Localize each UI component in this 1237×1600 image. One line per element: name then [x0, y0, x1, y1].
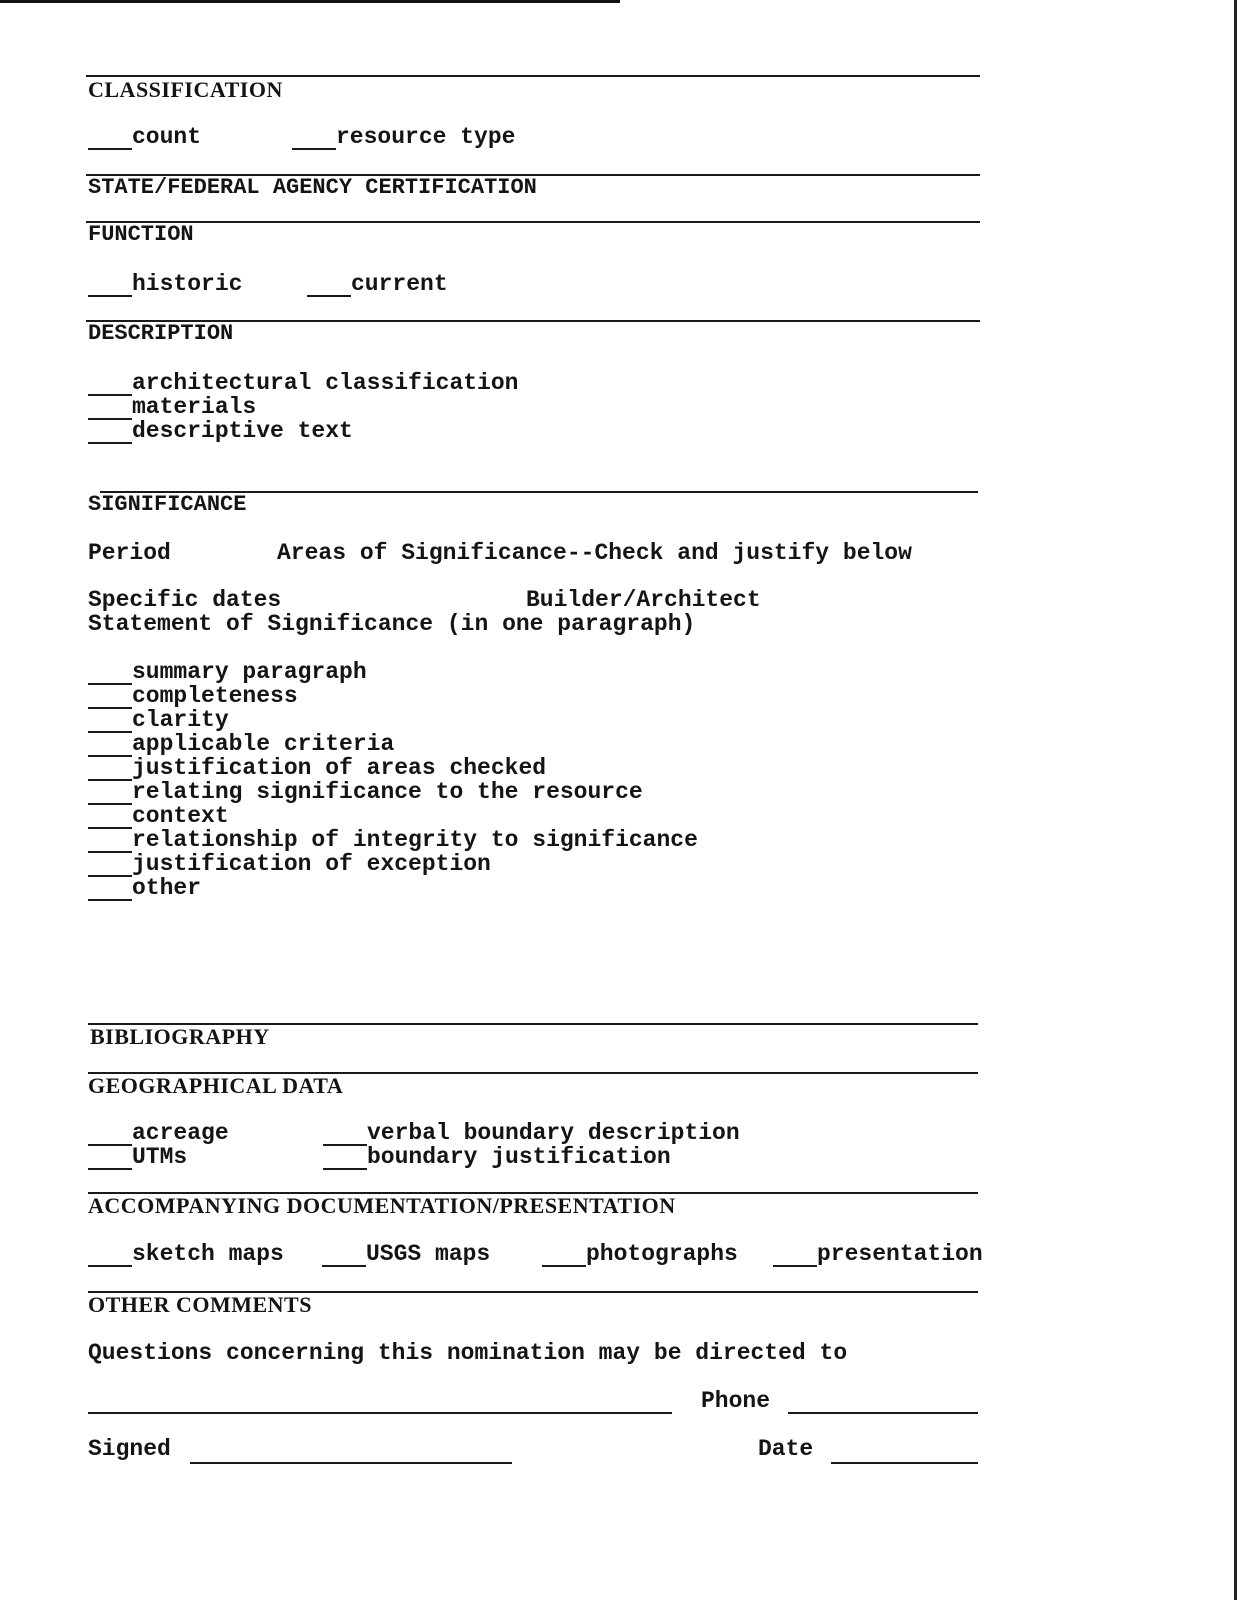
check-blank[interactable]	[88, 1124, 132, 1146]
check-blank[interactable]	[88, 422, 132, 444]
areas-of-significance-label: Areas of Significance--Check and justify below	[277, 540, 912, 566]
geographical-data-heading: GEOGRAPHICAL DATA	[88, 1073, 344, 1098]
checklist-item-resource-type[interactable]	[292, 126, 515, 150]
significance-heading: SIGNIFICANCE	[88, 492, 247, 517]
check-blank[interactable]	[88, 807, 132, 829]
checklist-item[interactable]	[88, 853, 491, 877]
signature-line[interactable]	[190, 1460, 512, 1464]
checklist-item[interactable]	[88, 757, 546, 781]
checklist-item-label: context	[132, 803, 229, 829]
check-blank[interactable]	[88, 879, 132, 901]
checklist-item-label: acreage	[132, 1120, 229, 1146]
bibliography-heading: BIBLIOGRAPHY	[90, 1024, 270, 1049]
checklist-item-photographs[interactable]	[542, 1243, 738, 1267]
checklist-item-label: UTMs	[132, 1144, 188, 1170]
check-blank[interactable]	[88, 398, 132, 420]
checklist-item-label: resource type	[336, 124, 516, 150]
phone-label: Phone	[701, 1388, 771, 1414]
check-blank[interactable]	[88, 831, 132, 853]
checklist-item[interactable]	[88, 420, 353, 444]
scan-edge-top	[0, 0, 620, 3]
period-label: Period	[88, 540, 171, 566]
checklist-item-label: sketch maps	[132, 1241, 284, 1267]
checklist-item-acreage[interactable]	[88, 1122, 229, 1146]
date-label: Date	[758, 1436, 814, 1462]
checklist-item-verbal-boundary[interactable]	[323, 1122, 740, 1146]
date-line[interactable]	[831, 1460, 978, 1464]
check-blank[interactable]	[88, 735, 132, 757]
checklist-item[interactable]	[88, 829, 698, 853]
check-blank[interactable]	[773, 1245, 817, 1267]
checklist-item-label: relationship of integrity to significance	[132, 827, 698, 853]
checklist-item[interactable]	[88, 372, 518, 396]
checklist-item[interactable]	[88, 781, 643, 805]
classification-heading: CLASSIFICATION	[88, 77, 283, 102]
check-blank[interactable]	[88, 128, 132, 150]
checklist-item-label: materials	[132, 394, 257, 420]
check-blank[interactable]	[88, 759, 132, 781]
function-heading: FUNCTION	[88, 222, 194, 247]
checklist-item[interactable]	[88, 709, 229, 733]
builder-architect-label: Builder/Architect	[526, 587, 761, 613]
checklist-item-label: historic	[132, 271, 243, 297]
checklist-item-label: verbal boundary description	[367, 1120, 740, 1146]
checklist-item-label: justification of areas checked	[132, 755, 547, 781]
checklist-item-label: clarity	[132, 707, 229, 733]
check-blank[interactable]	[322, 1245, 366, 1267]
checklist-item-label: count	[132, 124, 202, 150]
checklist-item-label: photographs	[586, 1241, 738, 1267]
checklist-item-label: descriptive text	[132, 418, 353, 444]
checklist-item-label: summary paragraph	[132, 659, 367, 685]
check-blank[interactable]	[323, 1148, 367, 1170]
checklist-item-label: presentation	[817, 1241, 983, 1267]
certification-heading: STATE/FEDERAL AGENCY CERTIFICATION	[88, 175, 537, 200]
signed-label: Signed	[88, 1436, 171, 1462]
phone-line[interactable]	[788, 1410, 978, 1414]
check-blank[interactable]	[292, 128, 336, 150]
description-heading: DESCRIPTION	[88, 321, 234, 346]
checklist-item-label: architectural classification	[132, 370, 519, 396]
checklist-item-usgs-maps[interactable]	[322, 1243, 490, 1267]
checklist-item-label: current	[351, 271, 448, 297]
check-blank[interactable]	[88, 711, 132, 733]
checklist-item-presentation[interactable]	[773, 1243, 983, 1267]
specific-dates-label: Specific dates	[88, 587, 282, 613]
documentation-heading: ACCOMPANYING DOCUMENTATION/PRESENTATION	[88, 1193, 676, 1218]
checklist-item-label: boundary justification	[367, 1144, 671, 1170]
checklist-item-label: relating significance to the resource	[132, 779, 643, 805]
checklist-item[interactable]	[88, 685, 298, 709]
check-blank[interactable]	[88, 663, 132, 685]
check-blank[interactable]	[88, 855, 132, 877]
check-blank[interactable]	[88, 374, 132, 396]
statement-of-significance-label: Statement of Significance (in one paragraph)	[88, 611, 696, 637]
checklist-item[interactable]	[88, 396, 256, 420]
check-blank[interactable]	[542, 1245, 586, 1267]
checklist-item[interactable]	[88, 733, 394, 757]
checklist-item-label: other	[132, 875, 202, 901]
checklist-item-sketch-maps[interactable]	[88, 1243, 284, 1267]
checklist-item-current[interactable]	[307, 273, 448, 297]
contact-name-line[interactable]	[88, 1410, 672, 1414]
checklist-item-historic[interactable]	[88, 273, 242, 297]
checklist-item[interactable]	[88, 877, 201, 901]
other-comments-heading: OTHER COMMENTS	[88, 1292, 312, 1317]
checklist-item[interactable]	[88, 805, 229, 829]
check-blank[interactable]	[88, 783, 132, 805]
checklist-item-label: applicable criteria	[132, 731, 395, 757]
checklist-item-utms[interactable]	[88, 1146, 187, 1170]
check-blank[interactable]	[88, 1245, 132, 1267]
section-rule	[86, 221, 980, 223]
check-blank[interactable]	[323, 1124, 367, 1146]
checklist-item-label: USGS maps	[366, 1241, 491, 1267]
check-blank[interactable]	[88, 275, 132, 297]
check-blank[interactable]	[88, 1148, 132, 1170]
questions-text: Questions concerning this nomination may be directed to	[88, 1340, 848, 1366]
check-blank[interactable]	[307, 275, 351, 297]
checklist-item-boundary-justification[interactable]	[323, 1146, 671, 1170]
checklist-item-label: justification of exception	[132, 851, 491, 877]
checklist-item-label: completeness	[132, 683, 298, 709]
check-blank[interactable]	[88, 687, 132, 709]
checklist-item-count[interactable]	[88, 126, 201, 150]
checklist-item[interactable]	[88, 661, 367, 685]
